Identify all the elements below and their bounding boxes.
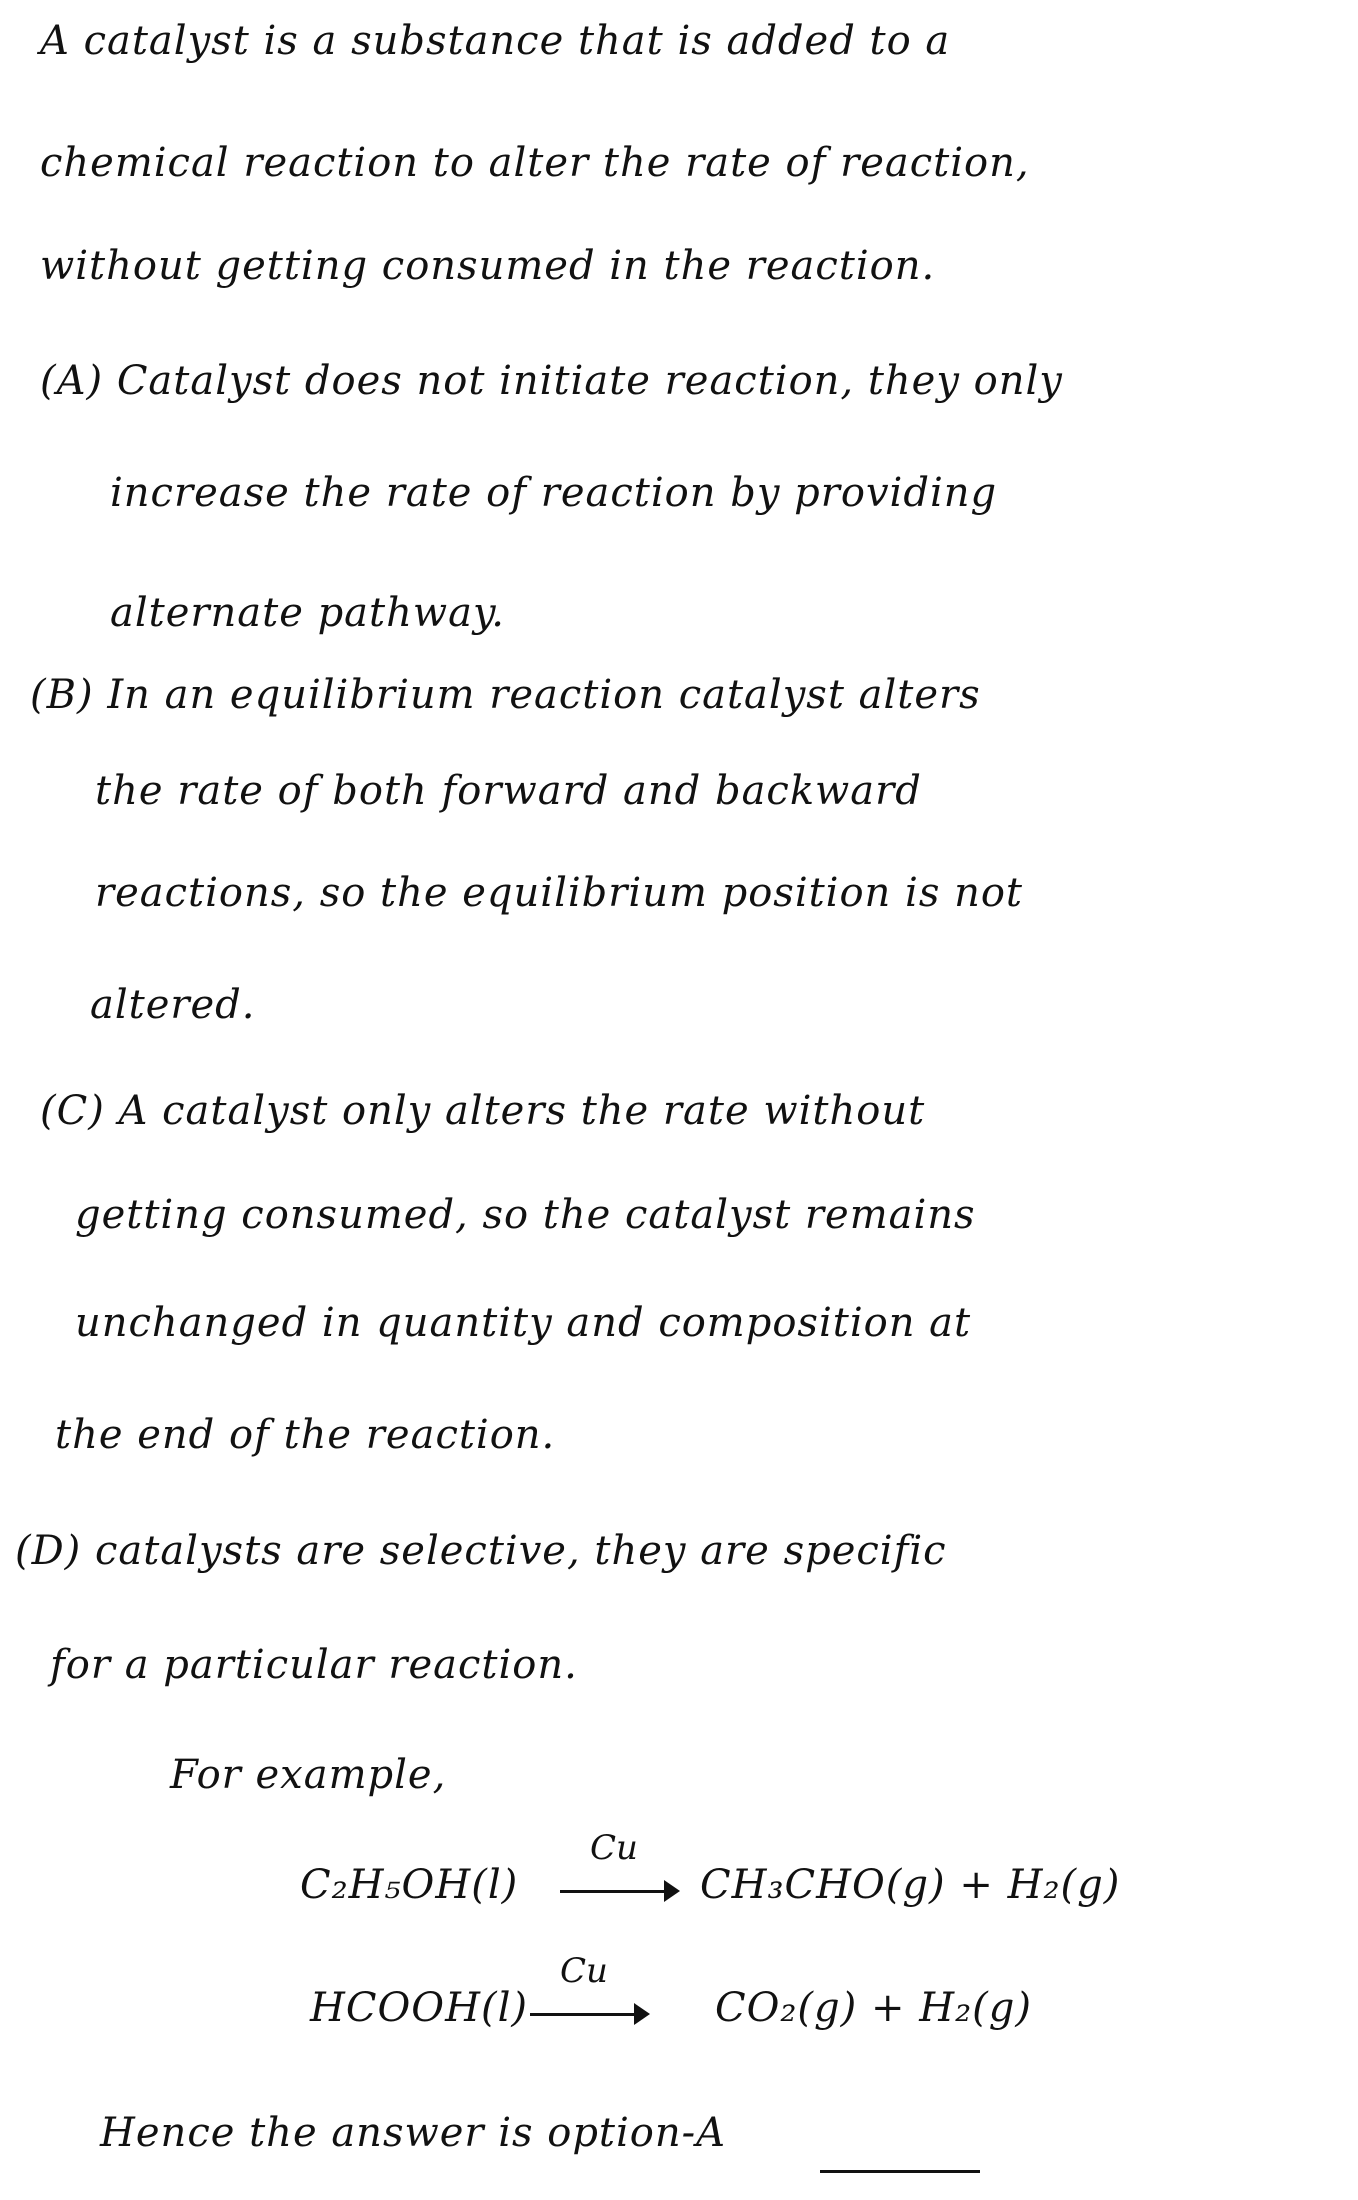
point-a-line-3: alternate pathway. (110, 590, 505, 636)
point-c-line-2: getting consumed, so the catalyst remains (75, 1192, 976, 1238)
arrow-shaft (560, 1890, 668, 1893)
arrow-head-icon (664, 1880, 680, 1902)
arrow-shaft (530, 2013, 638, 2016)
reaction-2-reactant: HCOOH(l) (310, 1985, 528, 2031)
reaction-2-arrow (530, 1951, 650, 2035)
example-heading: For example, (170, 1752, 447, 1798)
conclusion: Hence the answer is option-A (100, 2110, 727, 2156)
arrow-head-icon (634, 2003, 650, 2025)
point-b-line-3: reactions, so the equilibrium position is not (95, 870, 1023, 916)
intro-line-1: A catalyst is a substance that is added to a (40, 18, 951, 64)
point-c-line-3: unchanged in quantity and composition at (75, 1300, 972, 1346)
point-d-line-1: (D) catalysts are selective, they are specific (15, 1528, 947, 1574)
reaction-1-reactant: C₂H₅OH(l) (300, 1862, 519, 1908)
reaction-2-products: CO₂(g) + H₂(g) (715, 1985, 1032, 2031)
point-c-line-4: the end of the reaction. (55, 1412, 556, 1458)
reaction-1-products: CH₃CHO(g) + H₂(g) (700, 1862, 1121, 1908)
point-b-line-1: (B) In an equilibrium reaction catalyst alters (30, 672, 981, 718)
point-a-line-1: (A) Catalyst does not initiate reaction, they only (40, 358, 1063, 404)
point-c-line-1: (C) A catalyst only alters the rate without (40, 1088, 926, 1134)
reaction-1-arrow (560, 1828, 680, 1912)
answer-underline (820, 2170, 980, 2173)
intro-line-2: chemical reaction to alter the rate of reaction, (40, 140, 1030, 186)
point-b-line-4: altered. (90, 982, 256, 1028)
reaction-2-catalyst: Cu (560, 1951, 608, 1991)
intro-line-3: without getting consumed in the reaction. (40, 243, 936, 289)
point-d-line-2: for a particular reaction. (50, 1642, 578, 1688)
point-a-line-2: increase the rate of reaction by providing (110, 470, 998, 516)
point-b-line-2: the rate of both forward and backward (95, 768, 922, 814)
reaction-1-catalyst: Cu (590, 1828, 638, 1868)
